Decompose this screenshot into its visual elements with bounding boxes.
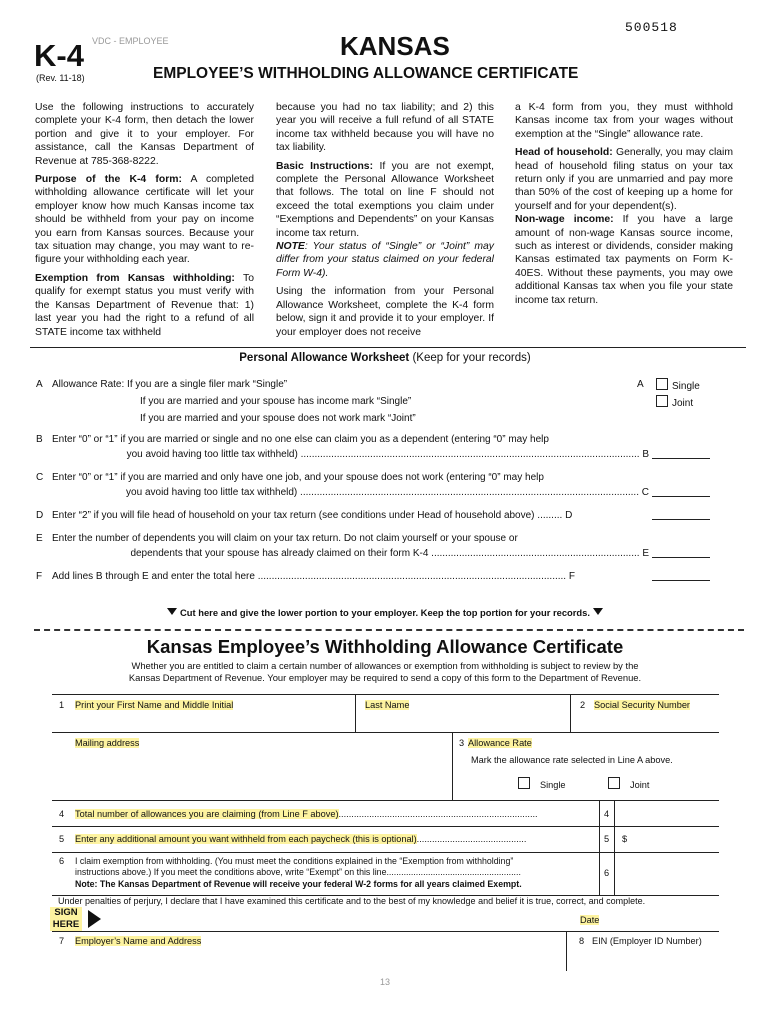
worksheet-title-note: (Keep for your records)	[409, 352, 531, 364]
line-5-text: Enter any additional amount you want withheld from each paycheck (this is optional)	[75, 834, 417, 844]
form-id: K-4	[34, 38, 84, 73]
cert-joint-option[interactable]	[608, 777, 649, 790]
line-c-text-2: you avoid having too little tax withheld) .......................................................................................................................... C	[126, 487, 649, 498]
mailing-address-field[interactable]: Mailing address	[75, 738, 140, 748]
worksheet-title	[0, 352, 770, 364]
field-3-number: 3	[459, 738, 465, 748]
divider	[599, 800, 600, 895]
divider	[52, 931, 719, 932]
sign-arrow-icon	[88, 910, 101, 928]
line-4-text: Total number of allowances you are claiming (from Line F above)	[75, 809, 339, 819]
box-6-label: 6	[604, 868, 610, 878]
perjury-statement: Under penalties of perjury, I declare that I have examined this certificate and to the best of my knowledge and belief it is true, correct, and complete.	[58, 896, 646, 906]
field-7-number: 7	[59, 936, 65, 946]
box-5-label: 5	[604, 834, 610, 844]
form-number: 500518	[625, 20, 678, 35]
exemption-paragraph	[35, 272, 254, 339]
purpose-paragraph	[35, 173, 254, 267]
instructions-col-2	[276, 101, 494, 339]
line-c-input[interactable]	[652, 486, 710, 497]
divider	[52, 826, 719, 827]
note-text: : Your status of “Single” or “Joint” may differ from your status claimed on your federal Form W-4).	[276, 241, 494, 279]
form-title: EMPLOYEE’S WITHHOLDING ALLOWANCE CERTIFICATE	[153, 65, 579, 82]
signature-field[interactable]	[104, 906, 564, 930]
additional-amount-input[interactable]	[632, 827, 718, 851]
field-8-number: 8	[579, 936, 585, 946]
line-a-label: A	[36, 379, 43, 390]
down-arrow-icon	[593, 608, 603, 615]
nonwage-heading: Non-wage income:	[515, 214, 614, 226]
cut-dashed-line	[34, 629, 744, 631]
line-e-text-2: dependents that your spouse has already claimed on their form K-4 ........................................................................... E	[130, 548, 649, 559]
line-f	[36, 570, 716, 584]
page-number: 13	[379, 977, 390, 987]
first-name-field[interactable]: Print your First Name and Middle Initial	[75, 700, 234, 710]
line-6	[75, 856, 595, 890]
cert-single-option[interactable]	[518, 777, 566, 790]
worksheet-title-bold: Personal Allowance Worksheet	[239, 352, 410, 364]
allowance-instruction: Mark the allowance rate selected in Line A above.	[471, 755, 673, 765]
certificate-subtitle-2: Kansas Department of Revenue. Your employer may be required to send a copy of this form to the Department of Revenue.	[128, 671, 642, 683]
field-4-number: 4	[59, 809, 65, 819]
line-a	[36, 378, 736, 424]
certificate-subtitle	[0, 660, 770, 683]
ssn-field[interactable]: Social Security Number	[594, 700, 690, 710]
ein-field[interactable]: EIN (Employer ID Number)	[592, 936, 702, 946]
down-arrow-icon	[167, 608, 177, 615]
line-6-text-2: instructions above.) If you meet the conditions above, write “Exempt” on this line.......................................................	[75, 867, 521, 878]
cut-text: Cut here and give the lower portion to your employer. Keep the top portion for your records.	[180, 607, 590, 618]
nonwage-text: If you have a large amount of non-wage Kansas source income, such as interest or dividends, consider making Kansas estimated tax payments on Form K-40ES. Without these payments, you may owe additional Kansas tax when you file your state income tax return.	[515, 214, 733, 306]
line-e	[36, 532, 716, 559]
line-f-label: F	[36, 571, 43, 582]
vdc-label: VDC - EMPLOYEE	[92, 36, 169, 46]
line-a-right-label: A	[637, 379, 644, 390]
joint-checkbox[interactable]	[656, 395, 668, 407]
line-f-text: Add lines B through E and enter the total here ............................................................................................................... F	[52, 571, 575, 582]
hoh-paragraph	[515, 146, 733, 213]
divider	[52, 852, 719, 853]
divider	[570, 694, 571, 732]
line-c-label: C	[36, 472, 44, 483]
line-6-note: Note: The Kansas Department of Revenue will receive your federal W-2 forms for all years claimed Exempt.	[75, 878, 522, 889]
continued-paragraph: because you had no tax liability; and 2) this year you will receive a full refund of all STATE income tax withheld because you will have no tax liability.	[276, 102, 494, 154]
dollar-sign: $	[622, 834, 628, 844]
field-5-number: 5	[59, 834, 65, 844]
form-top-border	[52, 694, 719, 695]
allowance-rate-label: Allowance Rate	[468, 738, 532, 748]
total-allowances-input[interactable]	[616, 801, 718, 825]
line-f-input[interactable]	[652, 570, 710, 581]
nonwage-paragraph	[515, 213, 733, 307]
using-paragraph: Using the information from your Personal Allowance Worksheet, complete the K-4 form below, sign it and provide it to your employer. If your employer does not receive	[276, 286, 494, 338]
certificate-title: Kansas Employee’s Withholding Allowance Certificate	[146, 636, 624, 657]
line-4-dots: ..............................................................................	[338, 809, 538, 819]
divider	[566, 931, 567, 971]
line-e-input[interactable]	[652, 547, 710, 558]
purpose-heading: Purpose of the K-4 form:	[35, 174, 182, 186]
cert-single-label: Single	[540, 780, 566, 790]
line-c	[36, 471, 716, 498]
cert-joint-checkbox[interactable]	[608, 777, 620, 789]
cut-instruction	[0, 607, 770, 618]
exempt-input[interactable]	[616, 854, 718, 894]
line-5	[75, 834, 591, 844]
line-b-text-2: you avoid having too little tax withheld) .......................................................................................................................... B	[126, 449, 649, 460]
sign-here-label: SIGN HERE	[50, 907, 82, 931]
field-2-number: 2	[580, 700, 586, 710]
line-6-text-1: I claim exemption from withholding. (You must meet the conditions explained in the “Exemption from withholding”	[75, 856, 514, 866]
divider	[52, 732, 719, 733]
field-1-number: 1	[59, 700, 65, 710]
note-paragraph	[276, 240, 494, 280]
employer-name-field[interactable]: Employer’s Name and Address	[75, 936, 202, 946]
basic-heading: Basic Instructions:	[276, 160, 374, 172]
divider	[614, 800, 615, 895]
box-4-label: 4	[604, 809, 610, 819]
last-name-field[interactable]: Last Name	[365, 700, 410, 710]
field-6-number: 6	[59, 856, 65, 866]
divider	[452, 732, 453, 800]
line-d	[36, 509, 716, 523]
joint-option[interactable]	[656, 395, 693, 411]
line-b-input[interactable]	[652, 448, 710, 459]
exemption-text: To qualify for exempt status you must verify with the Kansas Department of Revenue that: 1) last year you had the right to a refund of all STATE income tax withheld	[35, 272, 254, 338]
basic-text: If you are not exempt, complete the Personal Allowance Worksheet that follows. The total on line F should not exceed the total exemptions you claim under “Exemptions and Dependents” on your Kansas income tax return.	[276, 160, 494, 239]
basic-paragraph	[276, 160, 494, 240]
line-4	[75, 809, 591, 819]
line-b-text-1: Enter “0” or “1” if you are married or single and no one else can claim you as a dependent (entering “0” may help	[52, 434, 549, 445]
instructions-col-3	[515, 101, 733, 307]
cert-single-checkbox[interactable]	[518, 777, 530, 789]
date-field[interactable]: Date	[580, 915, 600, 925]
single-label: Single	[672, 381, 700, 392]
intro-paragraph: Use the following instructions to accurately complete your K-4 form, then detach the lower portion and give it to your employer. For assistance, call the Kansas Department of Revenue at 785-368-8222.	[35, 102, 254, 167]
single-option[interactable]	[656, 378, 700, 394]
line-d-label: D	[36, 510, 44, 521]
instructions-col-1	[35, 101, 254, 339]
line-b	[36, 433, 716, 460]
divider	[355, 694, 356, 732]
single-checkbox[interactable]	[656, 378, 668, 390]
line-e-label: E	[36, 533, 43, 544]
line-a-text-1: Allowance Rate: If you are a single filer mark “Single”	[52, 379, 288, 390]
line-d-text: Enter “2” if you will file head of household on your tax return (see conditions under Head of household above) ......... D	[52, 510, 573, 521]
hoh-heading: Head of household:	[515, 147, 613, 159]
line-e-text-1: Enter the number of dependents you will claim on your tax return. Do not claim yourself or your spouse or	[52, 533, 518, 544]
line-b-label: B	[36, 434, 43, 445]
revision: (Rev. 11-18)	[36, 73, 85, 83]
worksheet-divider	[30, 347, 746, 348]
certificate-subtitle-1: Whether you are entitled to claim a certain number of allowances or exemption from withholding is subject to review by the	[131, 660, 639, 671]
note-label: NOTE	[276, 241, 305, 253]
purpose-text: A completed withholding allowance certificate will let your employer know how much Kansas income tax should be withheld from your pay on income you earn from Kansas sources. Because your tax situation may change, you may want to re-figure your withholding each year.	[35, 174, 254, 266]
line-c-text-1: Enter “0” or “1” if you are married and only have one job, and your spouse does not work (entering “0” may help	[52, 472, 544, 483]
joint-label: Joint	[672, 398, 694, 409]
line-a-text-3: If you are married and your spouse does not work mark “Joint”	[140, 413, 416, 424]
line-d-input[interactable]	[652, 509, 710, 520]
state-title: KANSAS	[340, 31, 450, 61]
withhold-paragraph: a K-4 form from you, they must withhold Kansas income tax from your wages without exemption at the “Single” allowance rate.	[515, 102, 733, 140]
cert-joint-label: Joint	[630, 780, 650, 790]
line-a-text-2: If you are married and your spouse has income mark “Single”	[140, 396, 412, 407]
exemption-heading: Exemption from Kansas withholding:	[35, 272, 235, 284]
line-5-dots: ...........................................	[416, 834, 527, 844]
hoh-text: Generally, you may claim head of household filing status on your tax return only if you are unmarried and pay more than 50% of the cost of keeping up a home for yourself and for your dependent(s).	[515, 147, 733, 212]
